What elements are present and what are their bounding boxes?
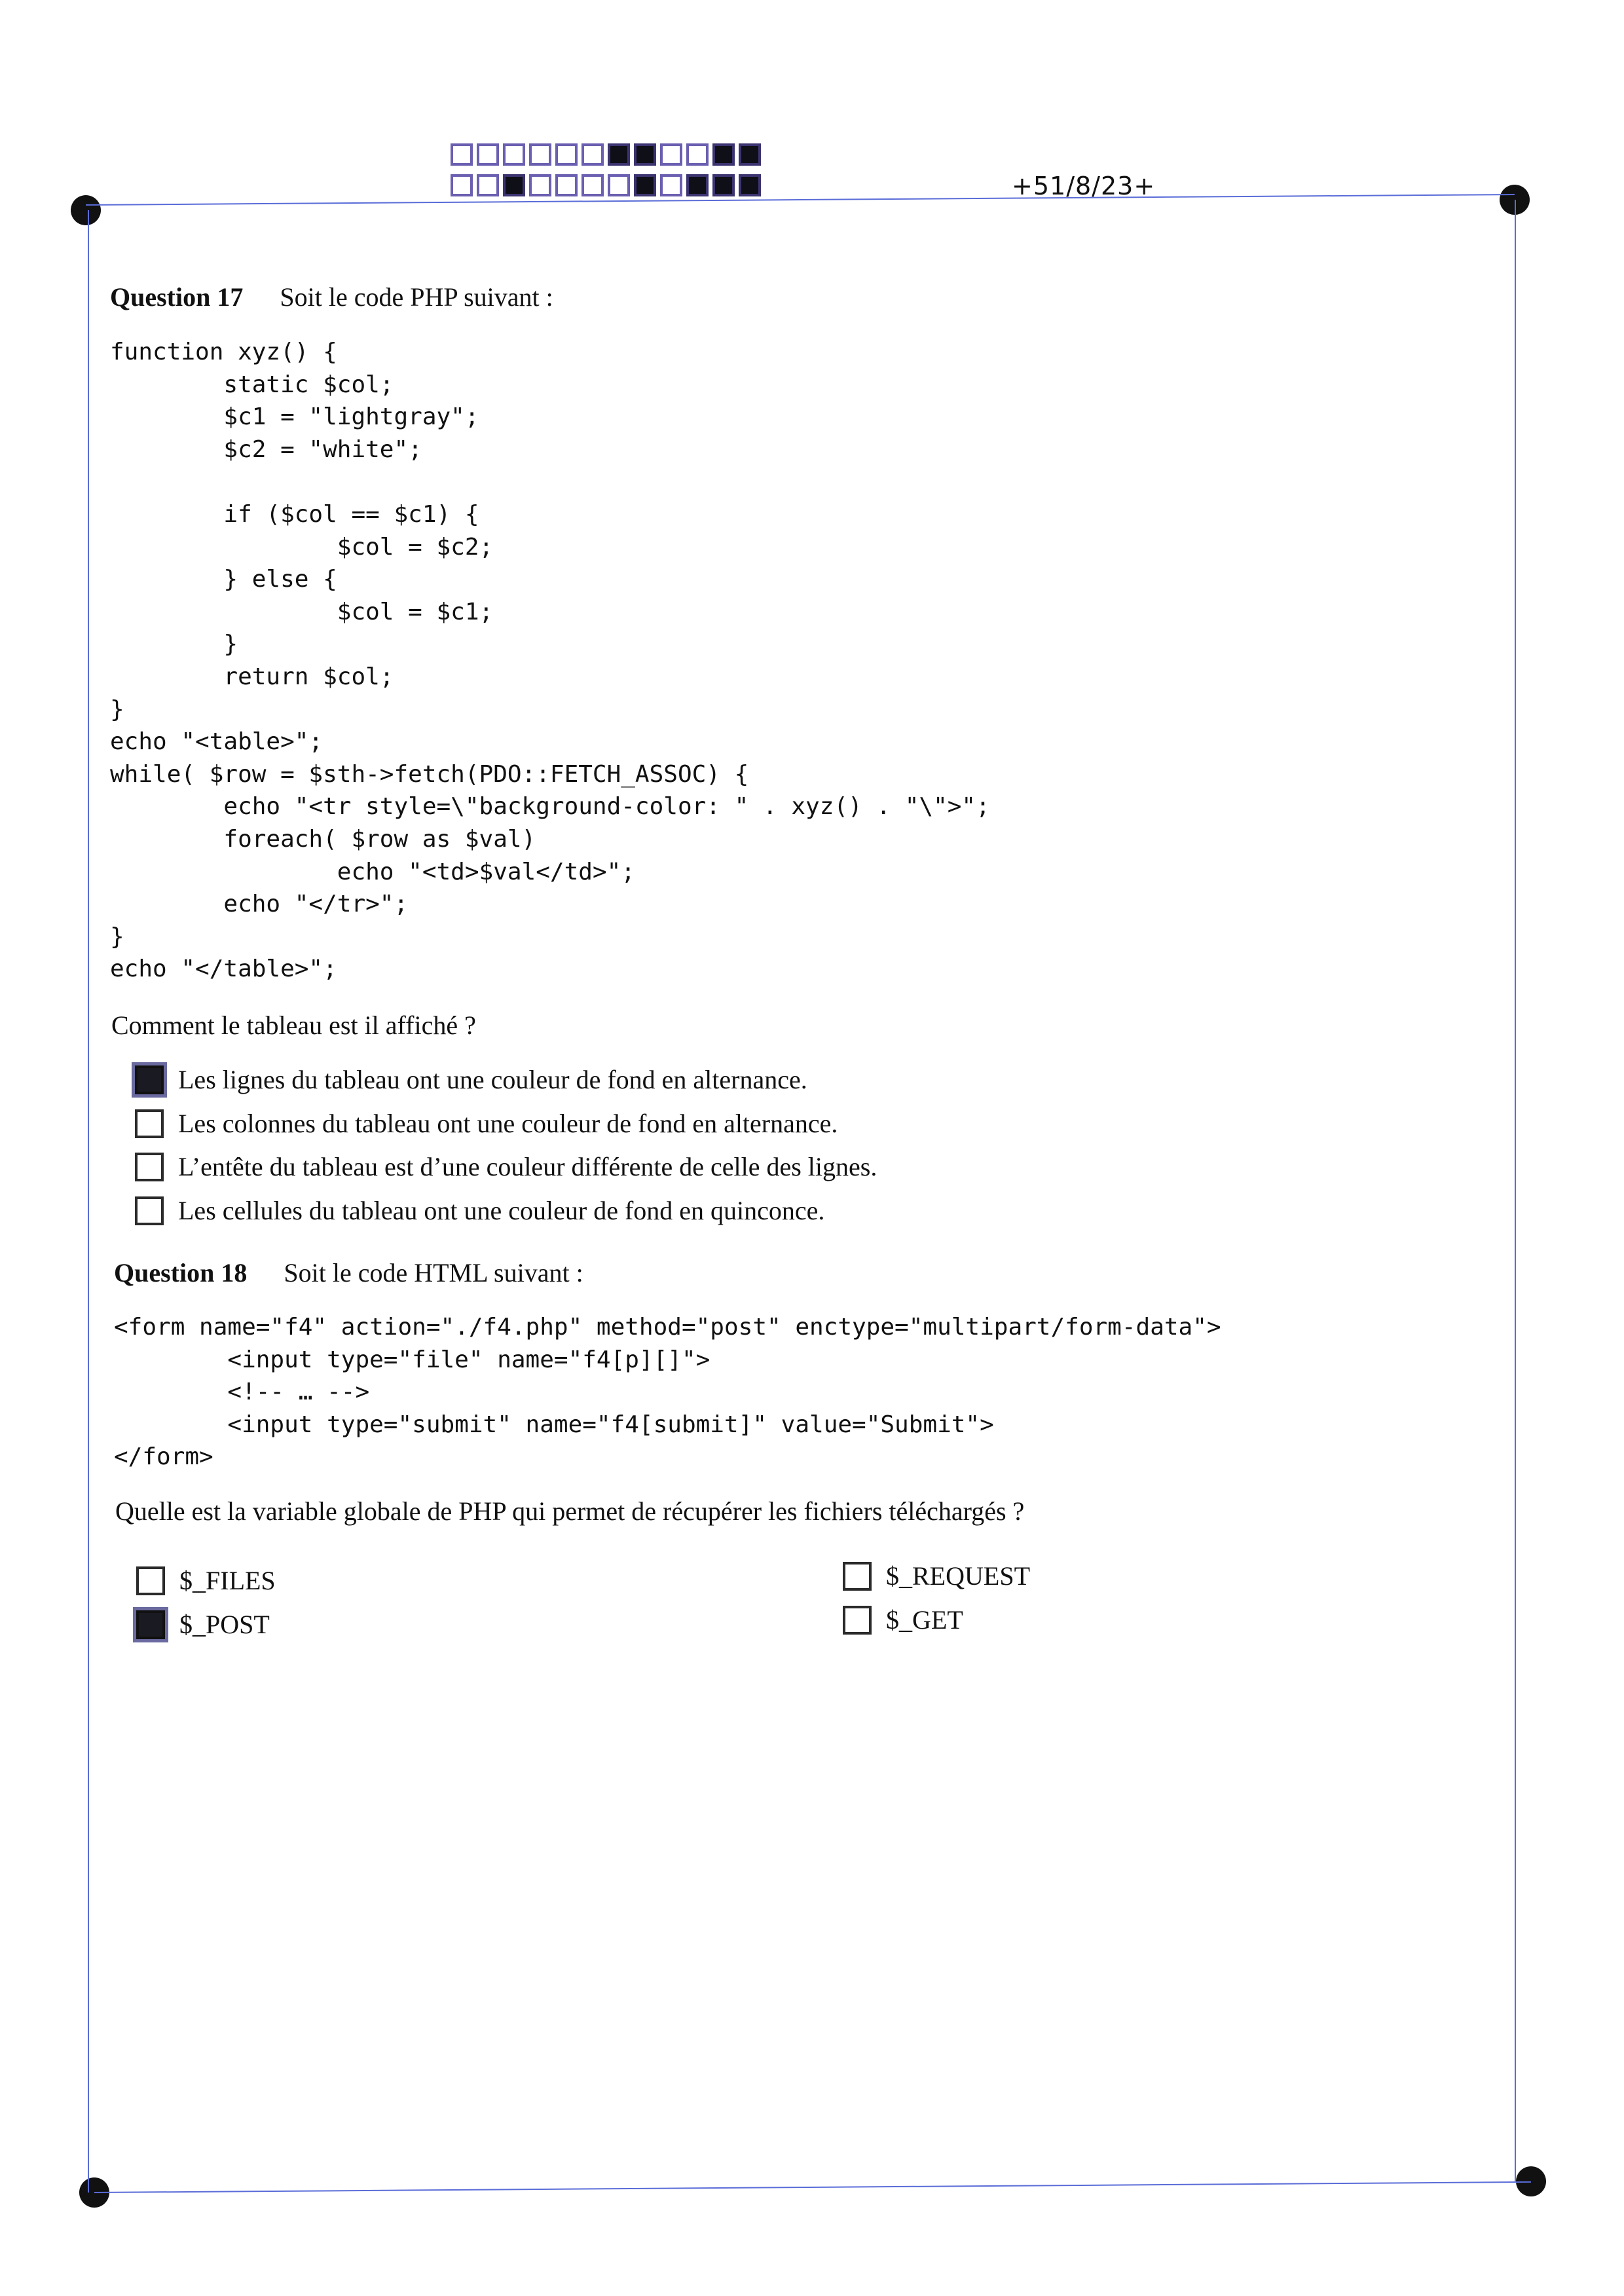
- exam-id: +51/8/23+: [1012, 172, 1156, 200]
- q18-option-get-label: $_GET: [886, 1605, 963, 1635]
- corner-mark-top-left: [71, 195, 101, 225]
- q18-option-post-checkbox[interactable]: [136, 1610, 165, 1639]
- frame-top-line: [86, 194, 1515, 206]
- barcode-cell: [634, 143, 656, 166]
- barcode-cell: [581, 143, 604, 166]
- php-code-block: function xyz() { static $col; $c1 = "lightgray"; $c2 = "white"; if ($col == $c1) { $col = $c2; } else { $col = $c1; } return $col; } echo "<table>"; while( $row = $sth->fetch(PDO::FETCH_ASSOC) { echo "<tr style=\"background-color: " . xyz() . "\">"; foreach( $row as $val) echo "<td>$val</td>"; echo "</tr>"; } echo "</table>";: [110, 339, 990, 983]
- question-17-intro: Soit le code PHP suivant :: [280, 282, 553, 312]
- frame-right-line: [1515, 200, 1516, 2181]
- barcode-cell: [477, 174, 499, 196]
- q18-option-request[interactable]: [843, 1561, 1030, 1591]
- q17-option-2-checkbox[interactable]: [135, 1109, 164, 1138]
- q18-option-post[interactable]: [136, 1609, 270, 1640]
- frame-bottom-line: [94, 2181, 1531, 2193]
- question-18-label: Question 18: [114, 1258, 248, 1287]
- barcode-cell: [503, 174, 525, 196]
- question-17-header: [110, 282, 553, 312]
- q17-option-3-checkbox[interactable]: [135, 1153, 164, 1181]
- barcode-cell: [660, 143, 682, 166]
- barcode-cell: [555, 143, 578, 166]
- q18-option-request-label: $_REQUEST: [886, 1561, 1030, 1591]
- barcode-cell: [739, 174, 761, 196]
- barcode-cell: [712, 174, 735, 196]
- q18-option-files[interactable]: [136, 1565, 276, 1596]
- barcode-cell: [686, 143, 709, 166]
- q18-option-post-label: $_POST: [179, 1610, 270, 1639]
- question-17-prompt: Comment le tableau est il affiché ?: [111, 1010, 476, 1040]
- barcode-cell: [477, 143, 499, 166]
- q17-option-4-label: Les cellules du tableau ont une couleur de fond en quinconce.: [178, 1196, 825, 1225]
- question-18-header: [114, 1257, 583, 1288]
- q17-option-4[interactable]: [135, 1195, 824, 1226]
- barcode-row-2: [451, 174, 765, 196]
- barcode-cell: [608, 174, 630, 196]
- barcode-row-1: [451, 143, 765, 166]
- q17-option-1-label: Les lignes du tableau ont une couleur de fond en alternance.: [178, 1065, 807, 1094]
- barcode-cell: [686, 174, 709, 196]
- q17-option-3-label: L’entête du tableau est d’une couleur différente de celle des lignes.: [178, 1152, 877, 1181]
- question-18-prompt: Quelle est la variable globale de PHP qui permet de récupérer les fichiers téléchargés ?: [115, 1496, 1025, 1526]
- q17-option-2-label: Les colonnes du tableau ont une couleur de fond en alternance.: [178, 1109, 838, 1138]
- q17-option-3[interactable]: [135, 1151, 877, 1182]
- barcode-cell: [712, 143, 735, 166]
- q18-option-files-checkbox[interactable]: [136, 1566, 165, 1595]
- q17-option-1[interactable]: [135, 1064, 807, 1095]
- barcode-cell: [451, 174, 473, 196]
- barcode-cell: [608, 143, 630, 166]
- barcode-cell: [555, 174, 578, 196]
- q18-option-files-label: $_FILES: [179, 1566, 276, 1595]
- barcode-cell: [451, 143, 473, 166]
- barcode-cell: [634, 174, 656, 196]
- barcode-cell: [503, 143, 525, 166]
- frame-left-line: [88, 210, 89, 2193]
- q18-option-get[interactable]: [843, 1604, 963, 1635]
- barcode-cell: [660, 174, 682, 196]
- barcode-cell: [581, 174, 604, 196]
- html-code-block: <form name="f4" action="./f4.php" method="post" enctype="multipart/form-data"> <input type="file" name="f4[p][]"> <!-- … --> <input type="submit" name="f4[submit]" value="Submit"> </form>: [114, 1314, 1221, 1471]
- q18-option-get-checkbox[interactable]: [843, 1606, 872, 1635]
- barcode-cell: [739, 143, 761, 166]
- question-17-label: Question 17: [110, 282, 244, 312]
- barcode-cell: [529, 143, 551, 166]
- question-18-intro: Soit le code HTML suivant :: [284, 1258, 583, 1287]
- q17-option-1-checkbox[interactable]: [135, 1065, 164, 1094]
- q17-option-2[interactable]: [135, 1108, 838, 1139]
- q18-option-request-checkbox[interactable]: [843, 1562, 872, 1591]
- q17-option-4-checkbox[interactable]: [135, 1196, 164, 1225]
- barcode-cell: [529, 174, 551, 196]
